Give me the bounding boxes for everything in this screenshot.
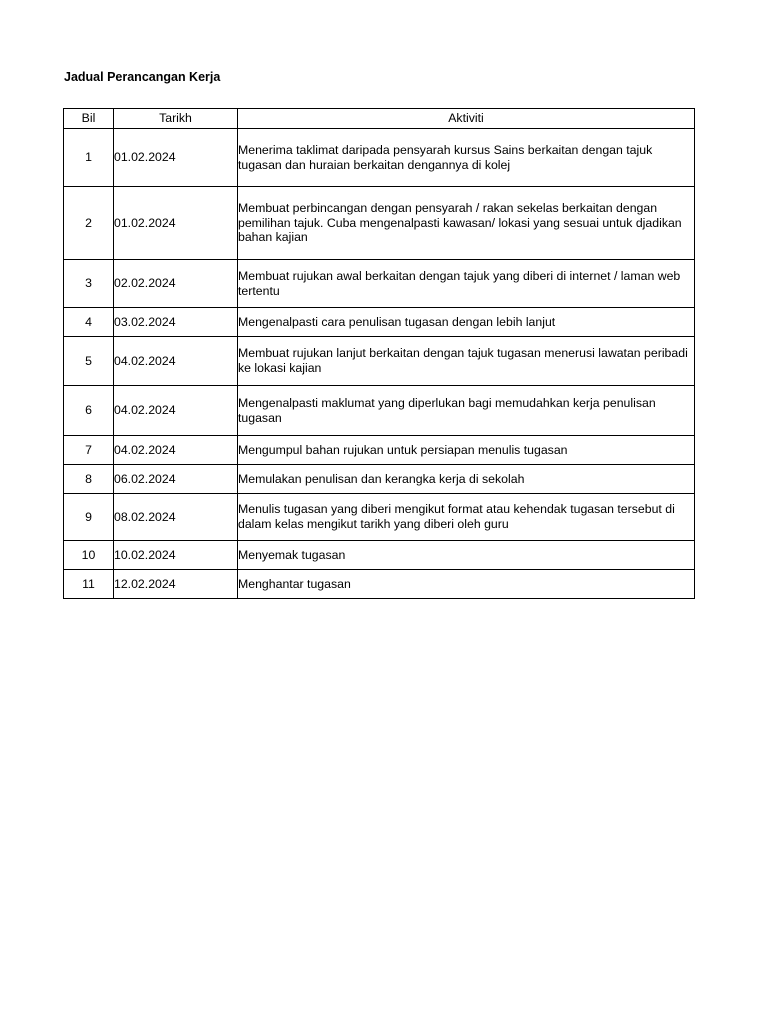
cell-aktiviti: Mengumpul bahan rujukan untuk persiapan menulis tugasan <box>238 436 695 465</box>
cell-aktiviti: Menyemak tugasan <box>238 541 695 570</box>
cell-aktiviti: Menghantar tugasan <box>238 570 695 599</box>
table-row <box>64 570 695 599</box>
cell-aktiviti: Membuat perbincangan dengan pensyarah / rakan sekelas berkaitan dengan pemilihan tajuk. Cuba mengenalpasti kawasan/ lokasi yang sesuai untuk djadikan bahan kajian <box>238 187 695 260</box>
cell-tarikh: 08.02.2024 <box>114 494 238 541</box>
cell-bil: 6 <box>64 386 114 436</box>
cell-tarikh: 04.02.2024 <box>114 337 238 386</box>
cell-aktiviti: Memulakan penulisan dan kerangka kerja di sekolah <box>238 465 695 494</box>
cell-bil: 1 <box>64 129 114 187</box>
cell-bil: 11 <box>64 570 114 599</box>
cell-tarikh: 10.02.2024 <box>114 541 238 570</box>
cell-bil: 8 <box>64 465 114 494</box>
cell-bil: 3 <box>64 260 114 308</box>
cell-tarikh: 01.02.2024 <box>114 187 238 260</box>
table-row <box>64 260 695 308</box>
cell-aktiviti: Membuat rujukan lanjut berkaitan dengan tajuk tugasan menerusi lawatan peribadi ke lokasi kajian <box>238 337 695 386</box>
table-header-row <box>64 109 695 129</box>
cell-aktiviti: Menerima taklimat daripada pensyarah kursus Sains berkaitan dengan tajuk tugasan dan huraian berkaitan dengannya di kolej <box>238 129 695 187</box>
table-row <box>64 494 695 541</box>
work-plan-table <box>63 108 695 599</box>
cell-aktiviti: Mengenalpasti cara penulisan tugasan dengan lebih lanjut <box>238 308 695 337</box>
cell-tarikh: 04.02.2024 <box>114 386 238 436</box>
cell-tarikh: 03.02.2024 <box>114 308 238 337</box>
cell-tarikh: 02.02.2024 <box>114 260 238 308</box>
document-title: Jadual Perancangan Kerja <box>64 70 221 84</box>
cell-bil: 10 <box>64 541 114 570</box>
header-bil: Bil <box>64 109 114 129</box>
cell-bil: 2 <box>64 187 114 260</box>
cell-tarikh: 01.02.2024 <box>114 129 238 187</box>
table-row <box>64 308 695 337</box>
cell-tarikh: 12.02.2024 <box>114 570 238 599</box>
cell-aktiviti: Menulis tugasan yang diberi mengikut format atau kehendak tugasan tersebut di dalam kelas mengikut tarikh yang diberi oleh guru <box>238 494 695 541</box>
cell-bil: 7 <box>64 436 114 465</box>
table-row <box>64 386 695 436</box>
cell-tarikh: 06.02.2024 <box>114 465 238 494</box>
table-row <box>64 187 695 260</box>
table-row <box>64 541 695 570</box>
header-aktiviti: Aktiviti <box>238 109 695 129</box>
cell-bil: 4 <box>64 308 114 337</box>
table-row <box>64 129 695 187</box>
table-row <box>64 337 695 386</box>
cell-tarikh: 04.02.2024 <box>114 436 238 465</box>
cell-aktiviti: Membuat rujukan awal berkaitan dengan tajuk yang diberi di internet / laman web tertentu <box>238 260 695 308</box>
table-row <box>64 436 695 465</box>
cell-aktiviti: Mengenalpasti maklumat yang diperlukan bagi memudahkan kerja penulisan tugasan <box>238 386 695 436</box>
cell-bil: 9 <box>64 494 114 541</box>
cell-bil: 5 <box>64 337 114 386</box>
table-row <box>64 465 695 494</box>
header-tarikh: Tarikh <box>114 109 238 129</box>
